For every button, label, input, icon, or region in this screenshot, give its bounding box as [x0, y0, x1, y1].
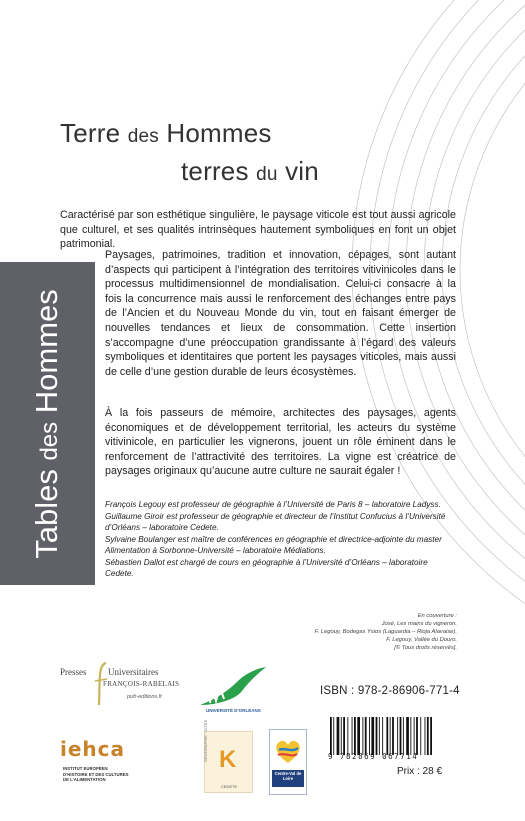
title-word-des: des	[127, 126, 159, 147]
barcode-bar	[354, 717, 356, 755]
barcode-bar	[420, 717, 421, 755]
author-bios	[105, 499, 457, 580]
region-label: Centre-Val de Loire	[272, 770, 304, 787]
barcode-bar	[330, 717, 332, 755]
barcode-bar	[386, 717, 388, 755]
price: Prix : 28 €	[397, 766, 443, 777]
barcode-bar	[406, 717, 409, 755]
title-word-terres: terres	[181, 156, 249, 186]
publisher-universitaires: Universitaires	[108, 667, 159, 677]
title-word-vin: vin	[285, 156, 319, 186]
author-bio	[105, 557, 457, 579]
book-title-line-1	[60, 118, 272, 149]
barcode-bar	[427, 717, 429, 755]
body-paragraph-1: Paysages, patrimoines, tradition et innovation, cépages, sont autant d’aspects qui participent à l’intégration des territoires vitivinicoles dans le processus multidimensionnel de mondialisation. Celui-ci consacre à la fois la concurrence mais aussi le renforcement des échanges entre pays de l’Ancien et du Nouveau Monde du vin, tout en faisant émerger de nouvelles tendances et lieux de consommation. Cette insertion s’accompagne d’une préoccupation grandissante à l’égard des valeurs symboliques et identitaires que portent les paysages viticoles, mais aussi de celle d’une gestion durable de leurs écosystèmes.	[105, 249, 456, 378]
intro-paragraph: Caractérisé par son esthétique singulière, le paysage viticole est tout aussi agricole que culturel, et ses qualités intrinsèques hautement symboliques en font un objet patrimonial.	[60, 209, 456, 251]
barcode-bar	[392, 717, 394, 755]
barcode-bar	[376, 717, 378, 755]
title-word-hommes: Hommes	[166, 118, 272, 148]
iehca-line: DE L’ALIMENTATION	[63, 777, 106, 783]
author-text: est professeur de géographie à l’Université de Paris 8 – laboratoire Ladyss.	[165, 500, 441, 509]
barcode-bar	[414, 717, 415, 755]
barcode-bar	[352, 717, 353, 755]
barcode-bar	[382, 717, 383, 755]
barcode-bar	[425, 717, 426, 755]
iehca-line: INSTITUT EUROPÉEN	[63, 766, 108, 771]
cedete-vertical-text: GÉOGRAPHIE · CITÉS	[203, 719, 208, 762]
region-centre-logo	[269, 729, 307, 795]
cover-credit-line: José, Les mains du vigneron.	[381, 621, 457, 628]
series-title	[29, 289, 65, 559]
barcode-bar	[341, 717, 342, 755]
cedete-mark-icon: K	[219, 746, 237, 773]
author-bio	[105, 499, 457, 510]
barcode-bar	[365, 717, 367, 755]
barcode-number: 9 782869 067714	[328, 752, 419, 761]
cover-credit-line: [© Tous droits réservés].	[394, 645, 457, 652]
cover-credit-line: En couverture :	[417, 613, 457, 619]
orleans-label: UNIVERSITÉ D’ORLÉANS	[206, 708, 261, 713]
iehca-line: D’HISTOIRE ET DES CULTURES	[63, 771, 129, 777]
barcode-bar	[369, 717, 370, 755]
author-bio	[105, 534, 457, 556]
author-text: est chargé de cours en géographie à l’Université d’Orléans – laboratoire Cedete.	[105, 558, 428, 578]
cover-credits	[315, 612, 457, 652]
cover-credit-line: F. Legouy, Bodegas Ysios (Laguardia – Rioja Alavaise).	[314, 629, 457, 636]
author-name: François Legouy	[105, 500, 166, 509]
publisher-rabelais: FRANÇOIS-RABELAIS	[103, 680, 180, 688]
universite-orleans-logo	[198, 665, 268, 719]
orleans-leaf-icon	[198, 665, 268, 707]
barcode-bar	[333, 717, 334, 755]
series-word-3: Hommes	[29, 289, 64, 414]
author-bio	[105, 511, 457, 533]
isbn-number: ISBN : 978-2-86906-771-4	[320, 685, 460, 697]
cedete-logo	[203, 719, 253, 793]
region-heart-icon	[273, 736, 303, 766]
publisher-presses: Presses	[60, 667, 87, 677]
book-title-line-2	[181, 156, 319, 187]
barcode-bar	[430, 717, 432, 755]
barcode-bar	[357, 717, 360, 755]
iehca-logo	[60, 737, 170, 789]
barcode-bar	[337, 717, 340, 755]
body-paragraph-2: À la fois passeurs de mémoire, architectes des paysages, agents économiques et de développement territorial, les acteurs du système vitivinicole, en particulier les vignerons, jouent un rôle éminent dans le renforcement de l’attractivité des territoires. La vigne est créatrice de paysages originaux qu’aucune autre culture ne saurait égaler !	[105, 407, 456, 478]
series-word-1: Tables	[29, 469, 64, 559]
author-name: Guillaume Giroir	[105, 512, 165, 521]
publisher-url: pufr-editions.fr	[127, 694, 163, 700]
iehca-subtitle	[63, 766, 129, 783]
author-text: est professeur de géographie et directeur de l’Institut Confucius à l’Université d’Orléans – laboratoire Cedete.	[105, 512, 446, 532]
barcode-bar	[347, 717, 348, 755]
author-name: Sylvaine Boulanger	[105, 535, 176, 544]
barcode-bar	[371, 717, 374, 755]
barcode-bar	[410, 717, 411, 755]
cedete-label: CEDETE	[221, 784, 238, 789]
barcode-bar	[390, 717, 391, 755]
barcode-bar	[397, 717, 398, 755]
series-word-2: des	[36, 421, 63, 461]
title-word-du: du	[256, 164, 278, 185]
barcode-bar	[400, 717, 402, 755]
author-name: Sébastien Dallot	[105, 558, 165, 567]
barcode-bar	[403, 717, 404, 755]
author-text: est maître de conférences en géographie et directrice-adjointe du master Alimentation à Sorbonne-Université – laboratoire Médiations.	[105, 535, 442, 555]
barcode-bar	[379, 717, 380, 755]
barcode-bar	[362, 717, 363, 755]
title-word-terre: Terre	[60, 118, 121, 148]
barcode-bar	[416, 717, 418, 755]
iehca-wordmark: iehca	[60, 737, 126, 761]
publisher-logo	[60, 663, 182, 707]
cover-credit-line: F. Legouy, Vallée du Douro.	[386, 637, 457, 644]
barcode-bar	[343, 717, 345, 755]
